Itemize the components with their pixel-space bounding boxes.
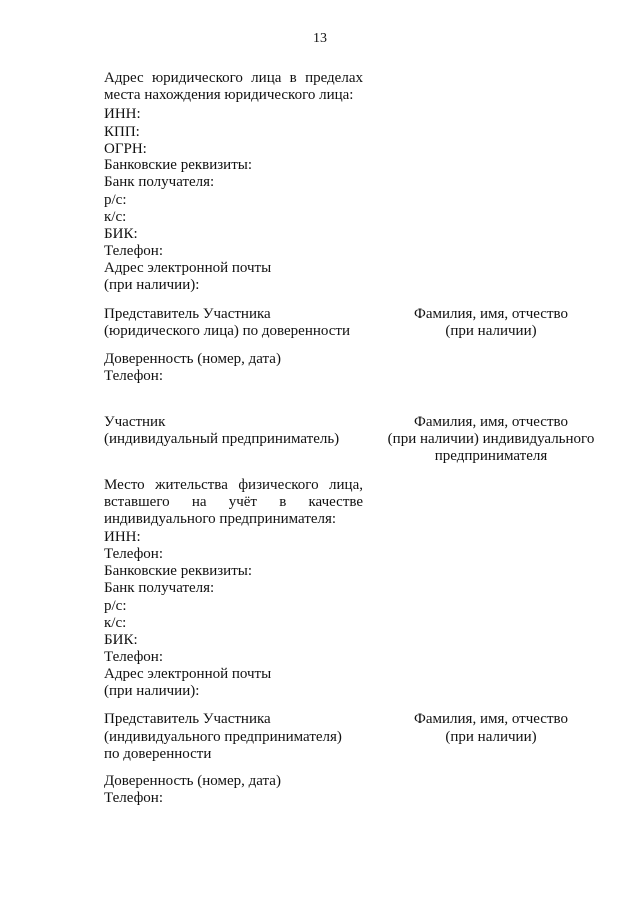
rs-label: р/с: [104, 192, 127, 208]
rep1-phone: Телефон: [104, 368, 163, 384]
rep1-power-of-attorney: Доверенность (номер, дата) [104, 351, 281, 367]
residence-word: вставшего [104, 494, 170, 510]
bik-label: БИК: [104, 226, 138, 242]
residence-word: учёт [228, 494, 257, 510]
ip-bank-name-label: Банк получателя: [104, 580, 215, 596]
bank-details-label: Банковские реквизиты: [104, 157, 253, 173]
email-optional-note: (при наличии): [104, 277, 200, 293]
legal-address-line-2: места нахождения юридического лица: [104, 87, 354, 103]
bank-name-label: Банк получателя: [104, 174, 215, 190]
residence-word: в [279, 494, 287, 510]
ip-left-line-1: Участник [104, 414, 166, 430]
residence-word: качестве [308, 494, 364, 510]
rep2-right-line-2: (при наличии) [445, 729, 537, 745]
ip-phone-label: Телефон: [104, 546, 163, 562]
ip-right-line-3: предпринимателя [434, 448, 548, 464]
rep1-left-line-1: Представитель Участника [104, 306, 271, 322]
residence-line-1: Место жительства физического лица, [104, 477, 363, 493]
rep2-left-line-2: (индивидуального предпринимателя) [104, 729, 342, 745]
email-label: Адрес электронной почты [104, 260, 272, 276]
ogrn-label: ОГРН: [104, 141, 147, 157]
rep1-right-line-1: Фамилия, имя, отчество [414, 306, 568, 322]
rep2-right-line-1: Фамилия, имя, отчество [414, 711, 568, 727]
ip-email-label: Адрес электронной почты [104, 666, 272, 682]
ip-ks-label: к/с: [104, 615, 127, 631]
inn-label: ИНН: [104, 106, 141, 122]
rep1-left-line-2: (юридического лица) по доверенности [104, 323, 351, 339]
rep2-power-of-attorney: Доверенность (номер, дата) [104, 773, 281, 789]
rep1-right-line-2: (при наличии) [445, 323, 537, 339]
legal-address-line-1: Адрес юридического лица в пределах [104, 70, 363, 86]
residence-line-3: индивидуального предпринимателя: [104, 511, 337, 527]
ks-label: к/с: [104, 209, 127, 225]
residence-word: на [191, 494, 207, 510]
ip-phone-label-2: Телефон: [104, 649, 163, 665]
ip-inn-label: ИНН: [104, 529, 141, 545]
ip-bik-label: БИК: [104, 632, 138, 648]
ip-left-line-2: (индивидуальный предприниматель) [104, 431, 340, 447]
rep2-left-line-3: по доверенности [104, 746, 212, 762]
rep2-phone: Телефон: [104, 790, 163, 806]
ip-bank-details-label: Банковские реквизиты: [104, 563, 253, 579]
ip-email-optional-note: (при наличии): [104, 683, 200, 699]
ip-right-line-2: (при наличии) индивидуального [387, 431, 595, 447]
ip-right-line-1: Фамилия, имя, отчество [414, 414, 568, 430]
residence-line-2 [104, 494, 363, 511]
ip-rs-label: р/с: [104, 598, 127, 614]
rep2-left-line-1: Представитель Участника [104, 711, 271, 727]
phone-label: Телефон: [104, 243, 163, 259]
page-number: 13 [313, 31, 327, 46]
kpp-label: КПП: [104, 124, 140, 140]
